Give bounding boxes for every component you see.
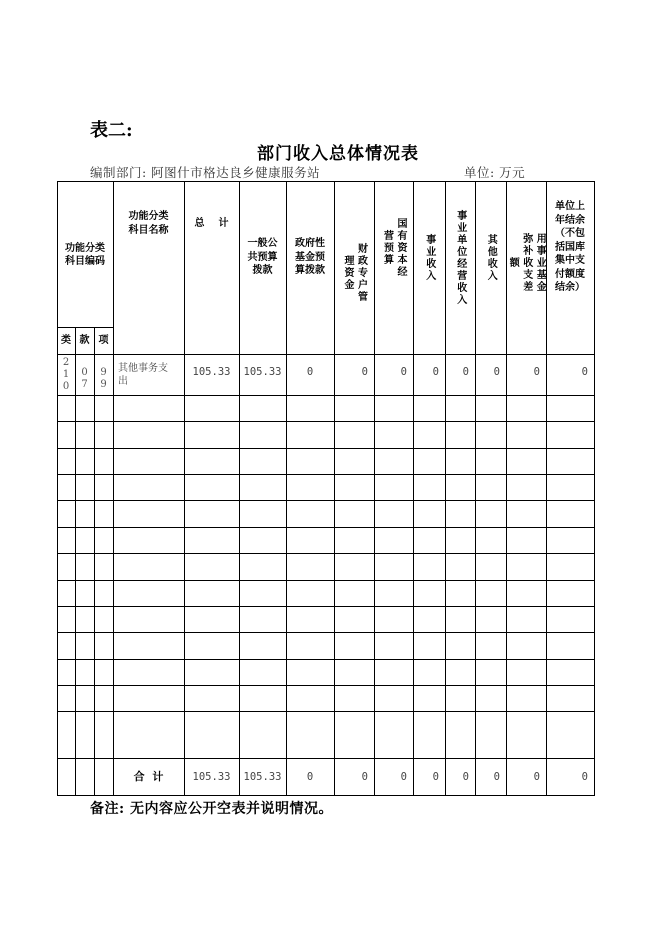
row-code-lei xyxy=(57,354,75,395)
row-carryover: 0 xyxy=(581,365,588,378)
table-label: 表二: xyxy=(90,120,133,141)
grid-line xyxy=(113,181,114,796)
compiling-department: 编制部门: 阿图什市格达良乡健康服务站 xyxy=(90,165,321,180)
grid-line xyxy=(75,327,76,796)
header-unit-operating xyxy=(445,181,475,334)
row-other-income: 0 xyxy=(493,365,500,378)
code-digit: 9 xyxy=(100,379,107,390)
header-carryover xyxy=(546,181,594,314)
row-unit-operating: 0 xyxy=(462,365,469,378)
header-total: 总 计 xyxy=(194,217,229,229)
row-name: 其他事务支出 xyxy=(118,362,168,387)
header-label: 单位上年结余（不包括国库集中支付额度结余） xyxy=(555,201,585,294)
header-label: 其他收入 xyxy=(485,233,497,282)
header-label: 财政专户管理资金 xyxy=(342,242,367,303)
row-business-income: 0 xyxy=(432,365,439,378)
page-title: 部门收入总体情况表 xyxy=(257,144,419,164)
code-digit: 0 xyxy=(81,367,88,378)
grid-line xyxy=(57,580,595,581)
header-state-capital xyxy=(374,181,413,314)
row-state-capital: 0 xyxy=(400,365,407,378)
totals-total: 105.33 xyxy=(192,770,231,783)
row-fund-compensation: 0 xyxy=(533,365,540,378)
grid-line xyxy=(57,500,595,501)
totals-other-income: 0 xyxy=(493,770,500,783)
header-label: 事业收入 xyxy=(423,233,435,282)
header-label: 事业单位经营收入 xyxy=(454,209,466,306)
grid-line xyxy=(94,327,95,796)
header-lei: 类 xyxy=(61,334,71,346)
footnote: 备注: 无内容应公开空表并说明情况。 xyxy=(90,801,334,817)
grid-line xyxy=(57,553,595,554)
header-fund-compensation xyxy=(506,181,546,344)
totals-fiscal-special: 0 xyxy=(361,770,368,783)
header-label: 一般公共预算拨款 xyxy=(247,238,278,277)
code-digit: 9 xyxy=(100,367,107,378)
header-other-income xyxy=(475,181,506,334)
totals-state-capital: 0 xyxy=(400,770,407,783)
unit-label: 单位: 万元 xyxy=(464,165,526,180)
row-general-budget: 105.33 xyxy=(243,365,282,378)
totals-carryover: 0 xyxy=(581,770,588,783)
totals-business-income: 0 xyxy=(432,770,439,783)
totals-label: 合 计 xyxy=(133,769,164,783)
header-label: 国有资本经营预算 xyxy=(381,217,406,278)
header-general-budget xyxy=(239,181,286,334)
code-digit: 1 xyxy=(62,368,70,380)
row-code-xiang xyxy=(94,354,113,395)
totals-unit-operating: 0 xyxy=(462,770,469,783)
grid-line xyxy=(57,395,595,396)
grid-line xyxy=(57,632,595,633)
totals-fund-compensation: 0 xyxy=(533,770,540,783)
grid-line xyxy=(57,685,595,686)
code-digit: 7 xyxy=(81,379,88,390)
row-gov-fund: 0 xyxy=(306,365,314,378)
header-gov-fund xyxy=(286,181,334,334)
header-code-group: 功能分类科目编码 xyxy=(65,242,105,267)
grid-line xyxy=(57,421,595,422)
header-kuan: 款 xyxy=(79,334,90,346)
grid-line xyxy=(57,711,595,712)
code-digit: 0 xyxy=(62,380,70,392)
grid-line xyxy=(57,795,595,796)
grid-line xyxy=(57,474,595,475)
grid-line xyxy=(57,448,595,449)
grid-line xyxy=(57,606,595,607)
row-code-kuan xyxy=(75,354,94,395)
code-digit: 2 xyxy=(62,356,70,368)
totals-general-budget: 105.33 xyxy=(243,770,282,783)
grid-line xyxy=(184,181,185,796)
totals-gov-fund: 0 xyxy=(306,770,314,783)
header-label: 政府性基金预算拨款 xyxy=(295,238,325,277)
header-fiscal-special xyxy=(334,181,374,364)
grid-line xyxy=(594,181,595,796)
grid-line xyxy=(57,527,595,528)
header-name: 功能分类科目名称 xyxy=(128,211,169,236)
row-total: 105.33 xyxy=(192,365,231,378)
header-business-income xyxy=(413,181,445,334)
row-fiscal-special: 0 xyxy=(361,365,368,378)
header-label: 用事业基金弥补收支差额 xyxy=(507,232,546,293)
grid-line xyxy=(57,659,595,660)
header-xiang: 项 xyxy=(98,334,109,346)
